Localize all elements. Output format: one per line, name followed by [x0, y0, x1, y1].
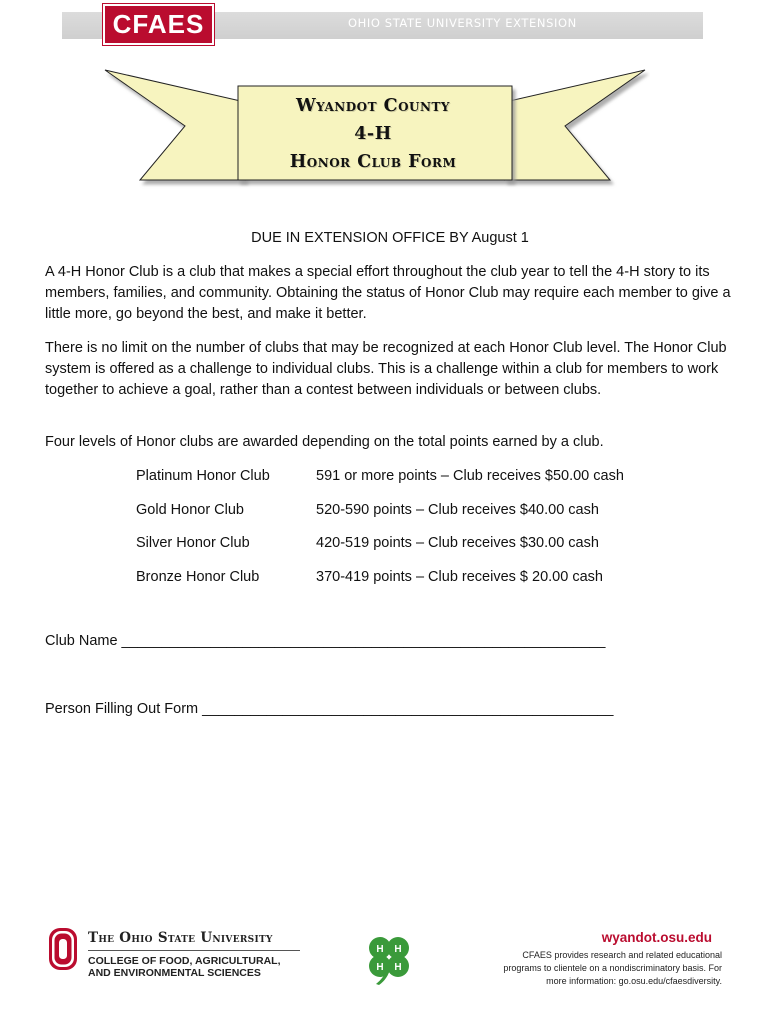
- person-filling-form-field[interactable]: Person Filling Out Form ___________________________________________________: [45, 701, 614, 717]
- svg-text:H: H: [394, 962, 402, 973]
- svg-text:H: H: [376, 962, 384, 973]
- college-line: COLLEGE OF FOOD, AGRICULTURAL,: [88, 955, 281, 967]
- website-link[interactable]: wyandot.osu.edu: [601, 930, 712, 945]
- level-row-silver: [136, 533, 696, 567]
- college-line: AND ENVIRONMENTAL SCIENCES: [88, 967, 261, 979]
- limit-paragraph: There is no limit on the number of clubs that may be recognized at each Honor Club level. The Honor Club system is offered as a challenge to individual clubs. This is a challenge within a club for members to work together to achieve a goal, rather than a contest between individuals or between clubs.: [45, 340, 727, 398]
- level-row-bronze: [136, 567, 696, 601]
- club-name-field[interactable]: Club Name ____________________________________________________________: [45, 633, 606, 649]
- level-description: 520-590 points – Club receives $40.00 cash: [316, 501, 599, 518]
- banner-line-county: Wyandot County: [296, 96, 450, 116]
- svg-text:H: H: [394, 944, 402, 955]
- nondiscrimination-notice: [490, 949, 722, 988]
- level-description: 591 or more points – Club receives $50.00 cash: [316, 468, 624, 484]
- level-name: Platinum Honor Club: [136, 468, 270, 484]
- banner-line-form: Honor Club Form: [289, 152, 457, 172]
- footer-contact: [490, 930, 722, 988]
- university-name: The Ohio State University: [88, 930, 273, 946]
- due-date-heading: DUE IN EXTENSION OFFICE BY August 1: [251, 230, 529, 246]
- banner-line-4h: 4-H: [354, 124, 392, 144]
- levels-intro: Four levels of Honor clubs are awarded depending on the total points earned by a club.: [45, 434, 604, 450]
- four-h-clover-icon: [362, 934, 416, 986]
- cfaes-logo: CFAES: [103, 4, 214, 45]
- level-row-platinum: [136, 466, 696, 500]
- divider: [88, 950, 300, 951]
- level-row-gold: [136, 500, 696, 534]
- osu-block-o-icon: [48, 927, 78, 971]
- college-name: [88, 955, 281, 979]
- svg-text:H: H: [376, 944, 384, 955]
- level-description: 420-519 points – Club receives $30.00 cash: [316, 535, 599, 551]
- level-name: Bronze Honor Club: [136, 568, 260, 585]
- notice-line: more information: go.osu.edu/cfaesdiversity.: [546, 976, 722, 986]
- level-name: Gold Honor Club: [136, 501, 244, 518]
- intro-paragraph: A 4-H Honor Club is a club that makes a special effort throughout the club year to tell the 4-H story to its members, families, and community. Obtaining the status of Honor Club may require each member to give a little more, go beyond the best, and make it better.: [45, 264, 731, 322]
- honor-levels-list: [136, 466, 696, 600]
- notice-line: CFAES provides research and related educational: [522, 950, 722, 960]
- extension-text: OHIO STATE UNIVERSITY EXTENSION: [348, 16, 577, 30]
- level-description: 370-419 points – Club receives $ 20.00 cash: [316, 568, 603, 585]
- notice-line: programs to clientele on a nondiscriminatory basis. For: [503, 963, 722, 973]
- banner-title: [244, 92, 502, 176]
- level-name: Silver Honor Club: [136, 535, 250, 551]
